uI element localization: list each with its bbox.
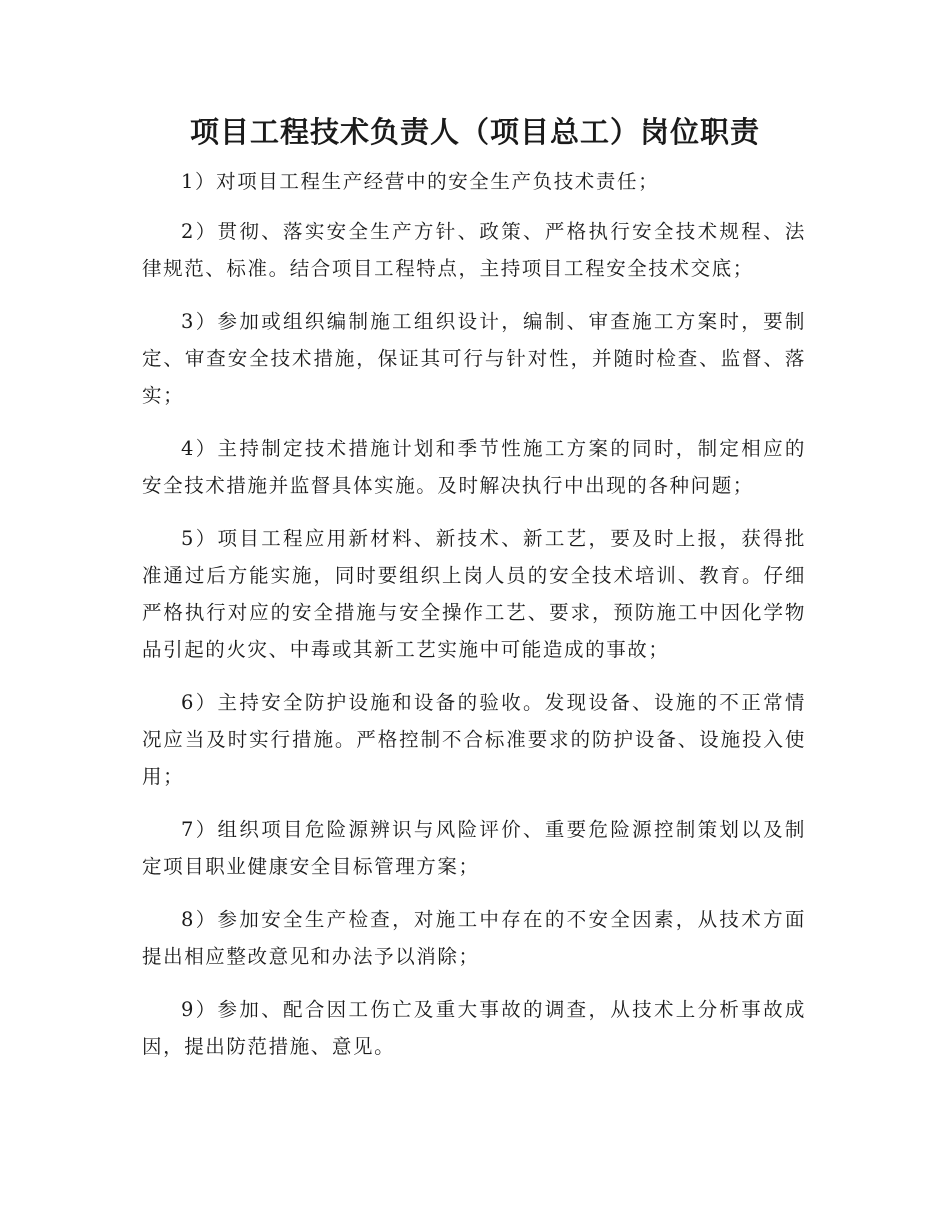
duty-paragraph-9: 9）参加、配合因工伤亡及重大事故的调查，从技术上分析事故成因，提出防范措施、意见。 — [142, 998, 806, 1058]
duty-paragraph-5: 5）项目工程应用新材料、新技术、新工艺，要及时上报，获得批准通过后方能实施，同时要组织上岗人员的安全技术培训、教育。仔细严格执行对应的安全措施与安全操作工艺、要求，预防施工中因化学物品引起的火灾、中毒或其新工艺实施中可能造成的事故； — [142, 527, 806, 661]
duty-paragraph-7: 7）组织项目危险源辨识与风险评价、重要危险源控制策划以及制定项目职业健康安全目标管理方案； — [142, 818, 806, 878]
document-title: 项目工程技术负责人（项目总工）岗位职责 — [189, 115, 760, 149]
duty-paragraph-3: 3）参加或组织编制施工组织设计，编制、审查施工方案时，要制定、审查安全技术措施，保证其可行与针对性，并随时检查、监督、落实； — [142, 310, 806, 407]
duty-paragraph-6: 6）主持安全防护设施和设备的验收。发现设备、设施的不正常情况应当及时实行措施。严格控制不合标准要求的防护设备、设施投入使用； — [142, 691, 806, 788]
duty-paragraph-1: 1）对项目工程生产经营中的安全生产负技术责任； — [181, 170, 660, 193]
duty-paragraph-8: 8）参加安全生产检查，对施工中存在的不安全因素，从技术方面提出相应整改意见和办法予以消除； — [142, 908, 806, 968]
duty-paragraph-4: 4）主持制定技术措施计划和季节性施工方案的同时，制定相应的安全技术措施并监督具体实施。及时解决执行中出现的各种问题； — [142, 437, 806, 497]
duty-paragraph-2: 2）贯彻、落实安全生产方针、政策、严格执行安全技术规程、法律规范、标准。结合项目工程特点，主持项目工程安全技术交底； — [142, 220, 806, 280]
document-body — [142, 163, 806, 1081]
